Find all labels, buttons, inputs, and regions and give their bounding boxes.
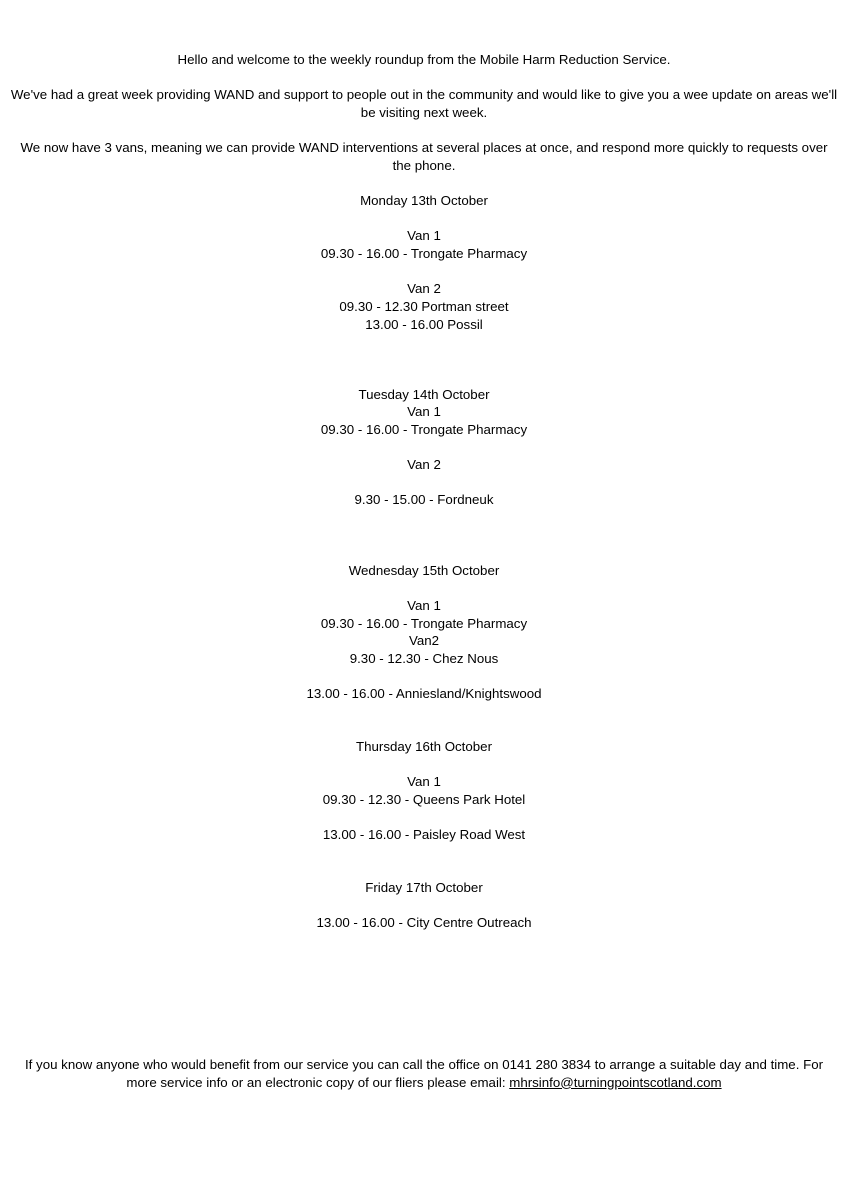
monday-van1-label: Van 1 bbox=[407, 228, 441, 243]
tuesday-van1-slot: 09.30 - 16.00 - Trongate Pharmacy bbox=[320, 422, 528, 437]
contact-paragraph bbox=[10, 1056, 838, 1091]
wednesday-van1-label: Van 1 bbox=[407, 598, 441, 613]
wednesday-heading: Wednesday 15th October bbox=[348, 563, 500, 578]
contact-text: If you know anyone who would benefit from our service you can call the office on 0141 280 3834 to arrange a suitable day and time. For more service info or an electronic copy of our fliers please email: bbox=[24, 1057, 824, 1090]
monday-van1-slot: 09.30 - 16.00 - Trongate Pharmacy bbox=[320, 246, 528, 261]
thursday-van1-label: Van 1 bbox=[407, 774, 441, 789]
thursday-van1-slot-2: 13.00 - 16.00 - Paisley Road West bbox=[322, 827, 526, 842]
tuesday-heading: Tuesday 14th October bbox=[358, 387, 490, 402]
friday-slot: 13.00 - 16.00 - City Centre Outreach bbox=[316, 915, 532, 930]
wednesday-van2-label: Van2 bbox=[408, 633, 440, 648]
thursday-heading: Thursday 16th October bbox=[356, 739, 492, 754]
monday-van2-slot-1: 09.30 - 12.30 Portman street bbox=[339, 299, 509, 314]
monday-van2-label: Van 2 bbox=[407, 281, 441, 296]
vans-paragraph: We now have 3 vans, meaning we can provide WAND interventions at several places at once, and respond more quickly to requests over the phone. bbox=[20, 140, 828, 173]
update-paragraph: We've had a great week providing WAND and support to people out in the community and would like to give you a wee update on areas we'll be visiting next week. bbox=[10, 87, 838, 120]
wednesday-van1-slot: 09.30 - 16.00 - Trongate Pharmacy bbox=[320, 616, 528, 631]
email-link[interactable]: mhrsinfo@turningpointscotland.com bbox=[509, 1074, 722, 1090]
wednesday-van2-slot-1: 9.30 - 12.30 - Chez Nous bbox=[349, 651, 499, 666]
friday-heading: Friday 17th October bbox=[365, 880, 483, 895]
monday-heading: Monday 13th October bbox=[360, 193, 488, 208]
tuesday-van2-slot: 9.30 - 15.00 - Fordneuk bbox=[354, 492, 494, 507]
thursday-van1-slot-1: 09.30 - 12.30 - Queens Park Hotel bbox=[322, 792, 526, 807]
tuesday-van1-label: Van 1 bbox=[407, 404, 441, 419]
tuesday-van2-label: Van 2 bbox=[407, 457, 441, 472]
wednesday-van2-slot-2: 13.00 - 16.00 - Anniesland/Knightswood bbox=[306, 686, 542, 701]
monday-van2-slot-2: 13.00 - 16.00 Possil bbox=[365, 317, 483, 332]
welcome-text: Hello and welcome to the weekly roundup from the Mobile Harm Reduction Service. bbox=[177, 52, 671, 67]
